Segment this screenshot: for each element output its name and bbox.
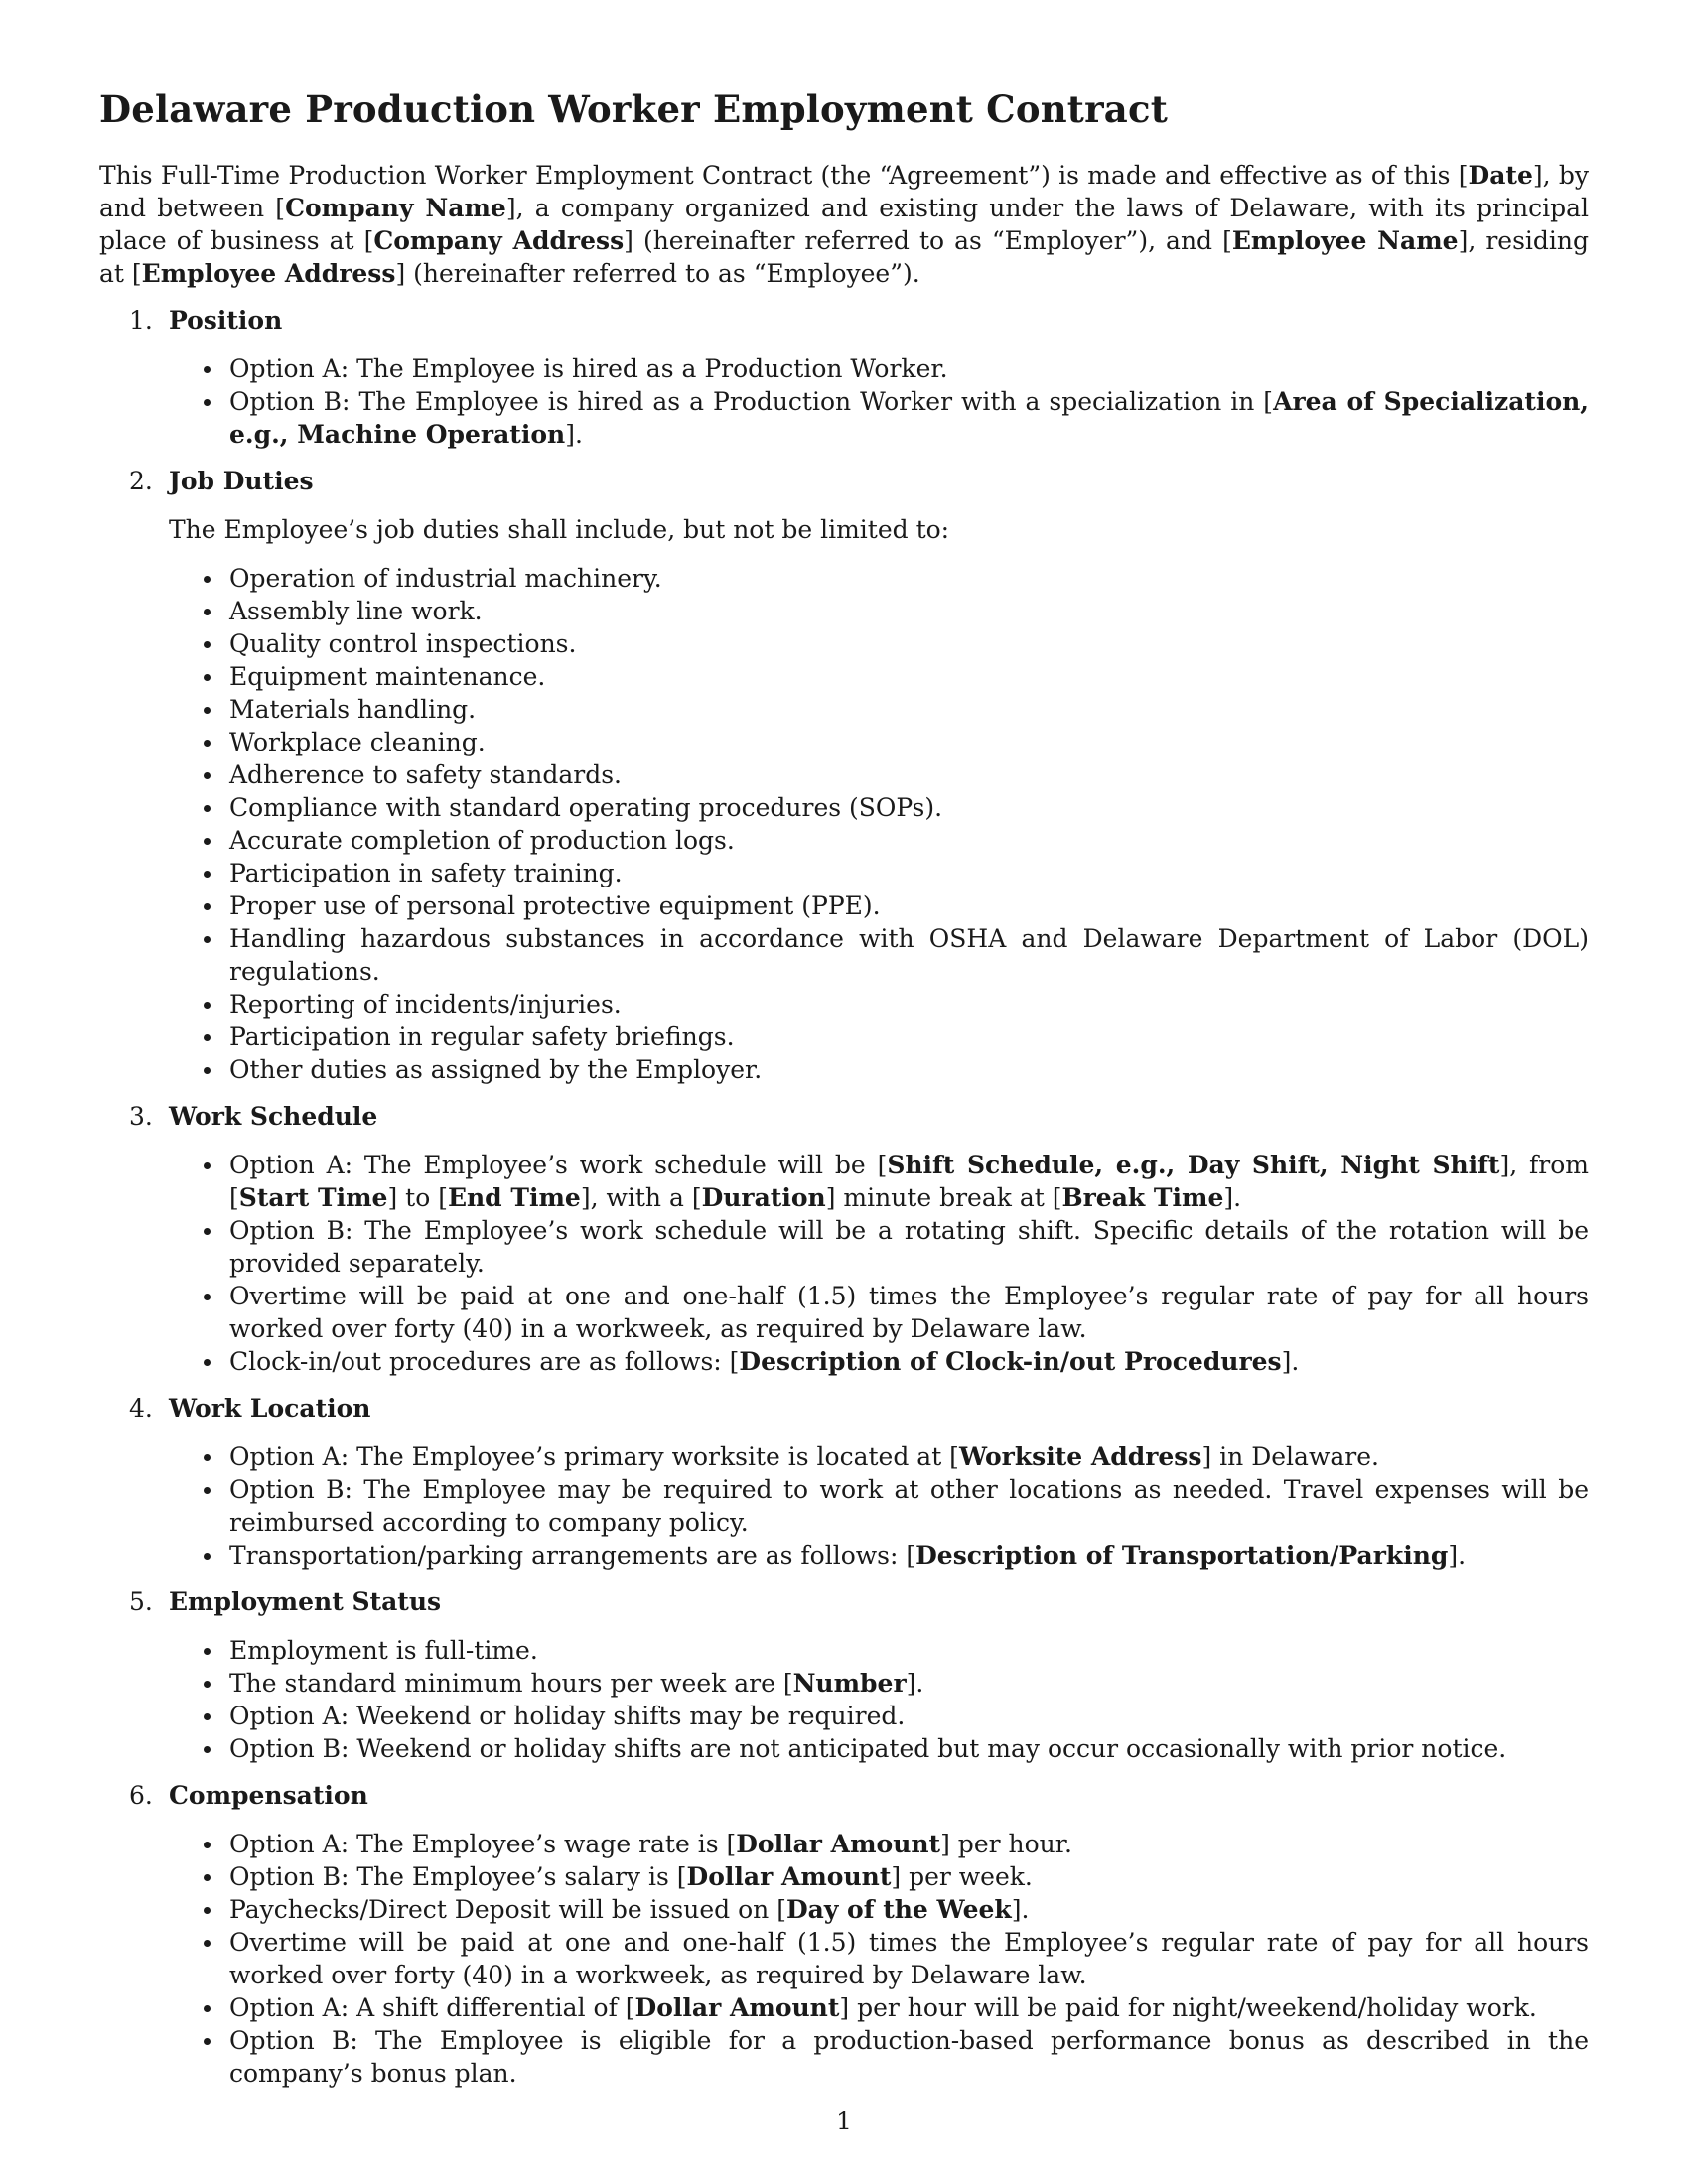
section-title: Employment Status (169, 1587, 442, 1616)
document-title: Delaware Production Worker Employment Contract (99, 87, 1168, 131)
bullet-icon (204, 838, 211, 845)
job-duties-bullets (169, 562, 1589, 1086)
bullet-icon (204, 1034, 211, 1041)
list-item: Reporting of incidents/injuries. (169, 988, 1589, 1021)
list-item: Option A: The Employee’s work schedule will be [Shift Schedule, e.g., Day Shift, Night Shift], from [Start Time] to [End Time], with a [Duration] minute break at [Break Time]. (169, 1149, 1589, 1214)
list-item: Workplace cleaning. (169, 726, 1589, 758)
bullet-icon (204, 805, 211, 812)
work-location-bullets (169, 1440, 1589, 1571)
list-item: Option A: A shift differential of [Dollar Amount] per hour will be paid for night/weekend/holiday work. (169, 1991, 1589, 2024)
section-compensation (99, 1779, 1589, 2090)
list-item: Option A: The Employee’s wage rate is [Dollar Amount] per hour. (169, 1828, 1589, 1860)
list-item: Option B: The Employee may be required to work at other locations as needed. Travel expenses will be reimbursed according to company policy. (169, 1473, 1589, 1539)
list-item: Option A: Weekend or holiday shifts may be required. (169, 1700, 1589, 1732)
section-job-duties (99, 465, 1589, 1086)
list-item: Quality control inspections. (169, 627, 1589, 660)
bullet-icon (204, 1842, 211, 1848)
bullet-icon (204, 1487, 211, 1494)
list-item: Option B: The Employee is eligible for a production-based performance bonus as described in the company’s bonus plan. (169, 2024, 1589, 2090)
bullet-icon (204, 609, 211, 615)
list-item: Overtime will be paid at one and one-half (1.5) times the Employee’s regular rate of pay for all hours worked over forty (40) in a workweek, as required by Delaware law. (169, 1926, 1589, 1991)
list-item: Employment is full-time. (169, 1634, 1589, 1667)
sections-list (99, 304, 1589, 2090)
bullet-icon (204, 1648, 211, 1655)
bullet-icon (204, 1454, 211, 1461)
bullet-icon (204, 1940, 211, 1947)
bullet-icon (204, 772, 211, 779)
list-item: Option B: The Employee is hired as a Production Worker with a specialization in [Area of Specialization, e.g., Machine Operation]. (169, 385, 1589, 451)
list-item: Paychecks/Direct Deposit will be issued on [Day of the Week]. (169, 1893, 1589, 1926)
section-number: 3. (129, 1102, 153, 1131)
employee-name-placeholder: Employee Name (1231, 226, 1459, 255)
section-position (99, 304, 1589, 451)
bullet-icon (204, 1746, 211, 1753)
bullet-icon (204, 936, 211, 943)
date-placeholder: Date (1468, 161, 1533, 190)
list-item: Proper use of personal protective equipment (PPE). (169, 889, 1589, 922)
section-number: 1. (129, 306, 153, 335)
employment-status-bullets (169, 1634, 1589, 1765)
bullet-icon (204, 1681, 211, 1688)
compensation-bullets (169, 1828, 1589, 2090)
document-page (99, 87, 1589, 2104)
bullet-icon (204, 674, 211, 681)
company-address-placeholder: Company Address (373, 226, 625, 255)
list-item: Option B: The Employee’s work schedule will be a rotating shift. Specific details of the rotation will be provided separately. (169, 1214, 1589, 1280)
list-item: Accurate completion of production logs. (169, 824, 1589, 857)
list-item: Option B: Weekend or holiday shifts are not anticipated but may occur occasionally with prior notice. (169, 1732, 1589, 1765)
bullet-icon (204, 707, 211, 714)
bullet-icon (204, 740, 211, 747)
bullet-icon (204, 1359, 211, 1366)
list-item: Assembly line work. (169, 595, 1589, 627)
bullet-icon (204, 1874, 211, 1881)
intro-paragraph: This Full-Time Production Worker Employment Contract (the “Agreement”) is made and effective as of this [Date], by and between [Company Name], a company organized and existing under the laws of Delaware, with its principal place of business at [Company Address] (hereinafter referred to as “Employer”), and [Employee Name], residing at [Employee Address] (hereinafter referred to as “Employee”). (99, 161, 1589, 288)
list-item: The standard minimum hours per week are [Number]. (169, 1667, 1589, 1700)
bullet-icon (204, 1907, 211, 1914)
section-work-location (99, 1392, 1589, 1571)
list-item: Option B: The Employee’s salary is [Dollar Amount] per week. (169, 1860, 1589, 1893)
bullet-icon (204, 1162, 211, 1169)
section-number: 2. (129, 467, 153, 495)
position-bullets (169, 352, 1589, 451)
list-item: Materials handling. (169, 693, 1589, 726)
bullet-icon (204, 576, 211, 583)
bullet-icon (204, 1713, 211, 1720)
bullet-icon (204, 399, 211, 406)
list-item: Participation in safety training. (169, 857, 1589, 889)
bullet-icon (204, 903, 211, 910)
bullet-icon (204, 1228, 211, 1235)
section-number: 4. (129, 1394, 153, 1423)
bullet-icon (204, 2005, 211, 2012)
page-number: 1 (836, 2107, 852, 2135)
list-item: Option A: The Employee’s primary worksite is located at [Worksite Address] in Delaware. (169, 1440, 1589, 1473)
list-item: Equipment maintenance. (169, 660, 1589, 693)
company-name-placeholder: Company Name (285, 194, 506, 222)
section-title: Job Duties (169, 467, 314, 495)
section-title: Work Location (169, 1394, 371, 1423)
list-item: Operation of industrial machinery. (169, 562, 1589, 595)
section-number: 6. (129, 1781, 153, 1810)
section-title: Position (169, 306, 283, 335)
section-title: Work Schedule (169, 1102, 378, 1131)
list-item: Clock-in/out procedures are as follows: [Description of Clock-in/out Procedures]. (169, 1345, 1589, 1378)
employee-address-placeholder: Employee Address (141, 259, 396, 288)
list-item: Transportation/parking arrangements are as follows: [Description of Transportation/Parking]. (169, 1539, 1589, 1571)
bullet-icon (204, 366, 211, 373)
section-intro: The Employee’s job duties shall include, but not be limited to: (169, 515, 950, 544)
work-schedule-bullets (169, 1149, 1589, 1378)
list-item: Other duties as assigned by the Employer. (169, 1053, 1589, 1086)
section-employment-status (99, 1585, 1589, 1765)
list-item: Option A: The Employee is hired as a Production Worker. (169, 352, 1589, 385)
bullet-icon (204, 1553, 211, 1560)
bullet-icon (204, 871, 211, 878)
bullet-icon (204, 1067, 211, 1074)
list-item: Participation in regular safety briefings. (169, 1021, 1589, 1053)
section-number: 5. (129, 1587, 153, 1616)
bullet-icon (204, 2038, 211, 2045)
bullet-icon (204, 1002, 211, 1009)
list-item: Handling hazardous substances in accordance with OSHA and Delaware Department of Labor (DOL) regulations. (169, 922, 1589, 988)
list-item: Compliance with standard operating procedures (SOPs). (169, 791, 1589, 824)
list-item: Adherence to safety standards. (169, 758, 1589, 791)
section-title: Compensation (169, 1781, 368, 1810)
bullet-icon (204, 641, 211, 648)
bullet-icon (204, 1294, 211, 1300)
section-work-schedule (99, 1100, 1589, 1378)
list-item: Overtime will be paid at one and one-half (1.5) times the Employee’s regular rate of pay for all hours worked over forty (40) in a workweek, as required by Delaware law. (169, 1280, 1589, 1345)
